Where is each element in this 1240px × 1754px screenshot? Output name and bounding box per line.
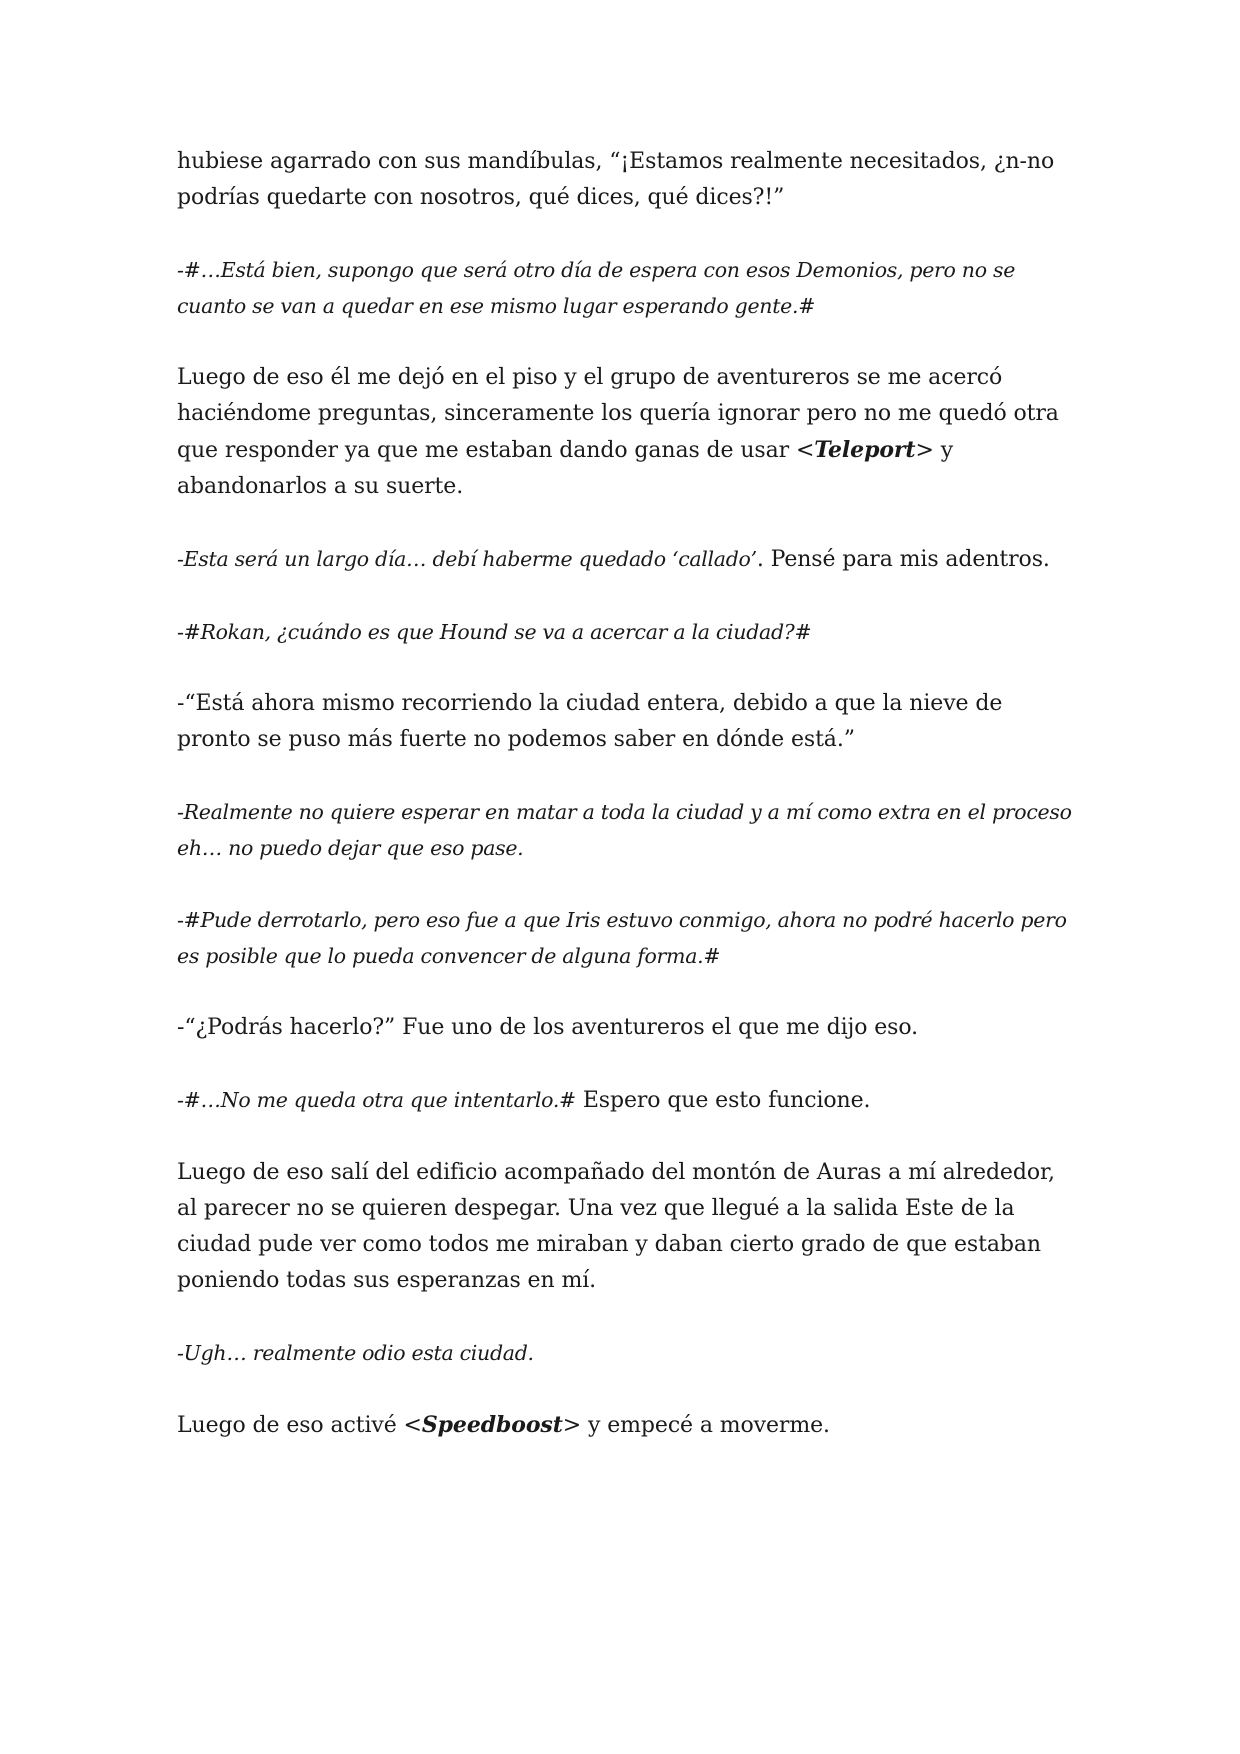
paragraph-5-thought: -#Rokan, ¿cuándo es que Hound se va a acercar a la ciudad?# bbox=[177, 620, 812, 644]
paragraph-3-text-after: > y abandonarlos a su suerte. bbox=[177, 438, 954, 499]
paragraph-6-dialogue: -“Está ahora mismo recorriendo la ciudad entera, debido a que la nieve de pronto se puso más fuerte no podemos saber en dónde está.” bbox=[177, 691, 1003, 752]
paragraph-4 bbox=[177, 541, 1072, 578]
paragraph-13-text-before: Luego de eso activé < bbox=[177, 1413, 422, 1438]
document-page bbox=[177, 144, 1072, 1480]
paragraph-10-thought: -#…No me queda otra que intentarlo.# bbox=[177, 1088, 576, 1112]
paragraph-12-thought: -Ugh… realmente odio esta ciudad. bbox=[177, 1341, 534, 1365]
paragraph-4-narration: . Pensé para mis adentros. bbox=[756, 547, 1050, 572]
paragraph-3 bbox=[177, 360, 1072, 505]
paragraph-13-text-after: > y empecé a moverme. bbox=[562, 1413, 830, 1438]
paragraph-10 bbox=[177, 1082, 1072, 1119]
paragraph-4-thought: -Esta será un largo día… debí haberme quedado ‘callado’ bbox=[177, 547, 757, 571]
paragraph-8-thought: -#Pude derrotarlo, pero eso fue a que Iris estuvo conmigo, ahora no podré hacerlo pero es posible que lo pueda convencer de alguna forma.# bbox=[177, 908, 1067, 968]
paragraph-11: Luego de eso salí del edificio acompañado del montón de Auras a mí alrededor, al parecer no se quieren despegar. Una vez que llegué a la salida Este de la ciudad pude ver como todos me miraban y daban cierto grado de que estaban poniendo todas sus esperanzas en mí. bbox=[177, 1160, 1055, 1293]
paragraph-2-thought: -#…Está bien, supongo que será otro día de espera con esos Demonios, pero no se cuanto se van a quedar en ese mismo lugar esperando gente.# bbox=[177, 258, 1016, 318]
skill-speedboost: Speedboost bbox=[421, 1412, 563, 1438]
paragraph-9-dialogue: -“¿Podrás hacerlo?” Fue uno de los aventureros el que me dijo eso. bbox=[177, 1015, 919, 1040]
skill-teleport: Teleport bbox=[814, 437, 916, 463]
paragraph-10-narration: Espero que esto funcione. bbox=[575, 1088, 871, 1113]
paragraph-7-thought: -Realmente no quiere esperar en matar a toda la ciudad y a mí como extra en el proceso eh… no puedo dejar que eso pase. bbox=[177, 800, 1072, 860]
paragraph-13 bbox=[177, 1407, 1072, 1444]
paragraph-1: hubiese agarrado con sus mandíbulas, “¡Estamos realmente necesitados, ¿n-no podrías quedarte con nosotros, qué dices, qué dices?!” bbox=[177, 149, 1055, 210]
paragraph-3-text-before: Luego de eso él me dejó en el piso y el grupo de aventureros se me acercó haciéndome preguntas, sinceramente los quería ignorar pero no me quedó otra que responder ya que me estaban dando ganas de usar < bbox=[177, 365, 1059, 463]
